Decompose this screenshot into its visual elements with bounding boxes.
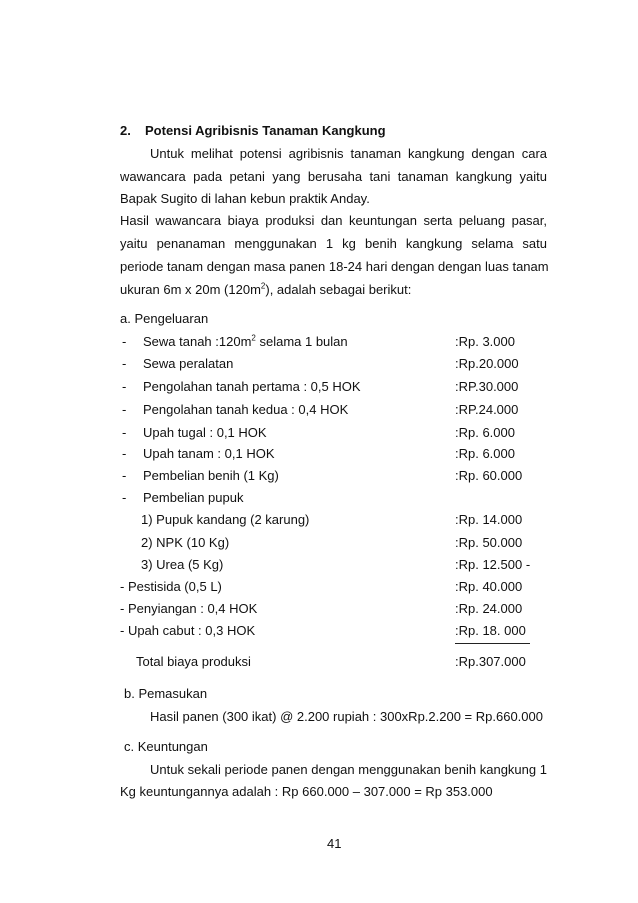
keuntungan-line-2: Kg keuntungannya adalah : Rp 660.000 – 307.000 = Rp 353.000 [120,784,493,799]
total-value: :Rp.307.000 [455,654,526,669]
intro-line-4: Hasil wawancara biaya produksi dan keuntungan serta peluang pasar, [120,213,547,228]
superscript: 2 [251,333,256,343]
pupuk-label: 2) NPK (10 Kg) [141,535,230,550]
cost-label: - Pestisida (0,5 L) [120,579,222,594]
superscript: 2 [260,281,266,291]
pemasukan-heading: b. Pemasukan [124,686,208,701]
cost-value: :RP.24.000 [455,402,519,417]
list-item-dash: - [122,490,127,505]
list-item-label [143,334,348,350]
list-item-dash: - [122,425,127,440]
cost-value: :Rp.20.000 [455,356,519,371]
list-item-dash: - [122,402,127,417]
cost-label: Pengolahan tanah kedua : 0,4 HOK [143,402,349,417]
cost-value: :Rp. 60.000 [455,468,523,483]
pemasukan-text: Hasil panen (300 ikat) @ 2.200 rupiah : 300xRp.2.200 = Rp.660.000 [150,709,543,724]
pupuk-label: 3) Urea (5 Kg) [141,557,224,572]
section-title: Potensi Agribisnis Tanaman Kangkung [145,123,386,138]
cost-label: Upah tanam : 0,1 HOK [143,446,275,461]
cost-value: :Rp. 18. 000 [455,623,526,638]
cost-label: Pengolahan tanah pertama : 0,5 HOK [143,379,361,394]
cost-value: :Rp. 6.000 [455,425,515,440]
intro-line-1: Untuk melihat potensi agribisnis tanaman kangkung dengan cara [150,146,547,161]
cost-label: Pembelian pupuk [143,490,244,505]
cost-label: - Penyiangan : 0,4 HOK [120,601,258,616]
intro-line-5: yaitu penanaman menggunakan 1 kg benih kangkung selama satu [120,236,547,251]
cost-label: Pembelian benih (1 Kg) [143,468,279,483]
intro-line-7 [120,282,411,298]
cost-value: :Rp. 50.000 [455,535,523,550]
keuntungan-line-1: Untuk sekali periode panen dengan menggunakan benih kangkung 1 [150,762,547,777]
list-item-dash: - [122,379,127,394]
intro-line-3: Bapak Sugito di lahan kebun praktik Anday. [120,191,370,206]
cost-value: :Rp. 3.000 [455,334,515,349]
intro-line-7-text: ukuran 6m x 20m (120m [120,282,261,297]
list-item-dash: - [122,446,127,461]
cost-value: :Rp. 12.500 - [455,557,531,572]
intro-line-7-rest: ), adalah sebagai berikut: [265,282,412,297]
total-underline [455,643,530,644]
cost-value: :RP.30.000 [455,379,519,394]
intro-line-2: wawancara pada petani yang berusaha tani tanaman kangkung yaitu [120,169,547,184]
cost-label: Sewa peralatan [143,356,234,371]
cost-label: - Upah cabut : 0,3 HOK [120,623,256,638]
section-number: 2. [120,123,131,138]
page-number: 41 [327,836,342,851]
keuntungan-heading: c. Keuntungan [124,739,208,754]
cost-label: Sewa tanah :120m [143,334,252,349]
cost-label: Upah tugal : 0,1 HOK [143,425,267,440]
pengeluaran-heading: a. Pengeluaran [120,311,209,326]
list-item-dash: - [122,334,127,349]
intro-line-6: periode tanam dengan masa panen 18-24 hari dengan dengan luas tanam [120,259,549,274]
list-item-dash: - [122,468,127,483]
list-item-dash: - [122,356,127,371]
cost-value: :Rp. 24.000 [455,601,523,616]
total-label: Total biaya produksi [136,654,251,669]
cost-value: :Rp. 6.000 [455,446,515,461]
cost-label-rest: selama 1 bulan [255,334,348,349]
cost-value: :Rp. 14.000 [455,512,523,527]
pupuk-label: 1) Pupuk kandang (2 karung) [141,512,310,527]
cost-value: :Rp. 40.000 [455,579,523,594]
